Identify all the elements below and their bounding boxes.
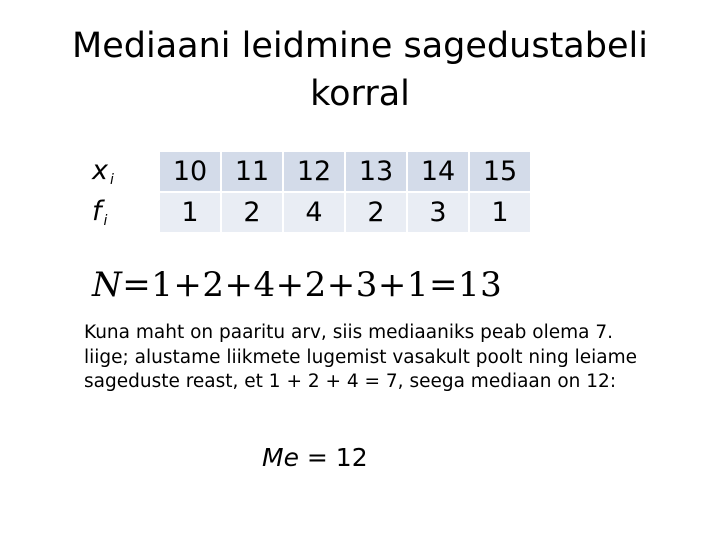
frequency-cell: 4 — [283, 192, 345, 232]
x-value-cell: 13 — [345, 152, 407, 192]
formula-variable: N — [92, 265, 123, 305]
values-row — [82, 152, 530, 192]
frequency-row-header — [82, 192, 159, 232]
median-variable: Me — [262, 443, 299, 472]
median-result — [262, 443, 368, 472]
x-subscript: i — [109, 172, 114, 188]
formula-expression: =1+2+4+2+3+1=13 — [122, 265, 503, 305]
frequency-cell: 2 — [345, 192, 407, 232]
frequency-table — [82, 152, 530, 232]
frequency-cell: 2 — [221, 192, 283, 232]
x-value-cell: 15 — [469, 152, 530, 192]
sample-size-formula — [92, 260, 502, 310]
frequency-cell: 1 — [469, 192, 530, 232]
x-value-cell: 10 — [159, 152, 221, 192]
x-value-cell: 14 — [407, 152, 469, 192]
frequency-row — [82, 192, 530, 232]
x-label: x — [92, 155, 108, 186]
f-subscript: i — [103, 213, 108, 229]
x-value-cell: 12 — [283, 152, 345, 192]
values-row-header — [82, 152, 159, 192]
slide-title: Mediaani leidmine sagedustabeli korral — [72, 26, 648, 114]
frequency-cell: 3 — [407, 192, 469, 232]
f-label: f — [92, 196, 102, 227]
frequency-cell: 1 — [159, 192, 221, 232]
x-value-cell: 11 — [221, 152, 283, 192]
explanation-text: Kuna maht on paaritu arv, siis mediaaniks peab olema 7. liige; alustame liikmete lugemist vasakult poolt ning leiame sageduste reast, et 1 + 2 + 4 = 7, seega mediaan on 12: — [84, 322, 638, 392]
median-value: = 12 — [298, 443, 368, 472]
